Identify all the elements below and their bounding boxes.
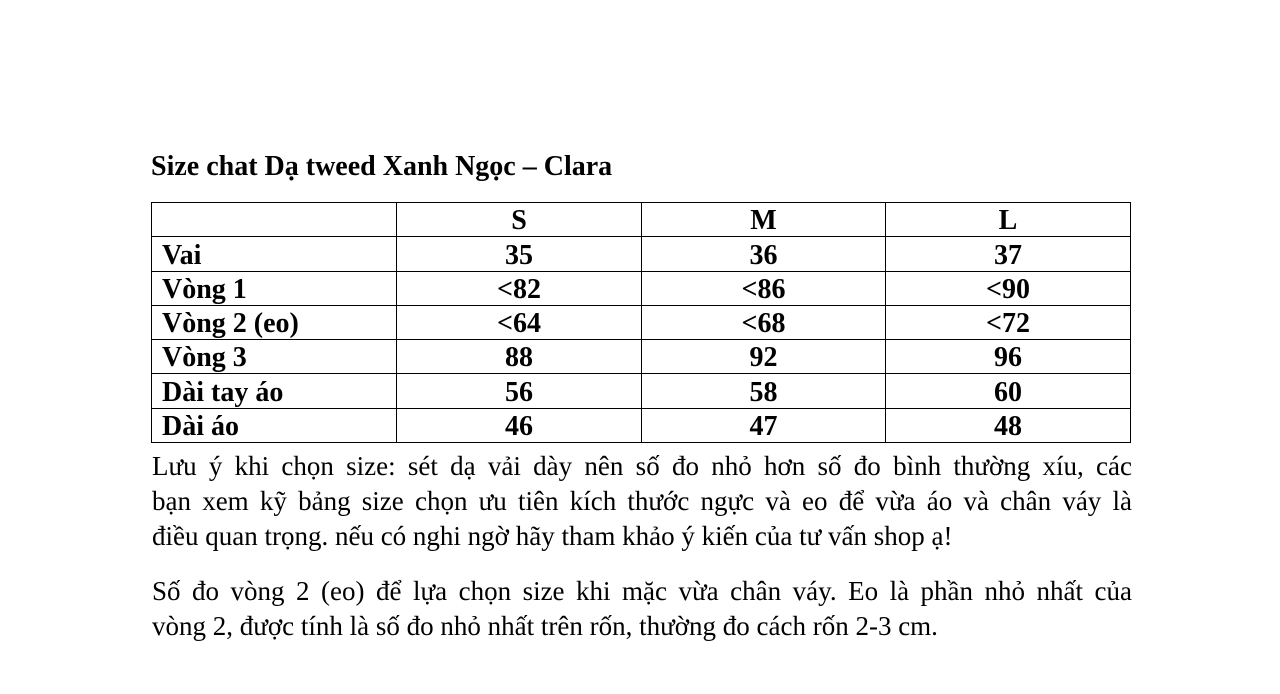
row-label: Vai — [152, 237, 397, 271]
note-line: điều quan trọng. nếu có nghi ngờ hãy tham khảo ý kiến của tư vấn shop ạ! — [152, 521, 953, 551]
row-label: Vòng 2 (eo) — [152, 305, 397, 339]
table-cell: <64 — [397, 305, 642, 339]
table-cell: 37 — [886, 237, 1131, 271]
header-cell-empty — [152, 203, 397, 237]
document-title: Size chat Dạ tweed Xanh Ngọc – Clara — [151, 151, 613, 182]
table-cell: 92 — [642, 340, 886, 374]
table-cell: 60 — [886, 374, 1131, 408]
table-row — [152, 305, 1131, 339]
table-cell: 96 — [886, 340, 1131, 374]
note-line: vòng 2, được tính là số đo nhỏ nhất trên rốn, thường đo cách rốn 2-3 cm. — [152, 611, 938, 641]
row-label: Vòng 1 — [152, 271, 397, 305]
table-row — [152, 237, 1131, 271]
waist-measurement-note — [152, 574, 1132, 644]
table-cell: <68 — [642, 305, 886, 339]
row-label: Vòng 3 — [152, 340, 397, 374]
note-line: Lưu ý khi chọn size: sét dạ vải dày nên số đo nhỏ hơn số đo bình thường xíu, các — [152, 451, 1132, 481]
table-cell: 56 — [397, 374, 642, 408]
table-cell: 46 — [397, 408, 642, 442]
table-row — [152, 271, 1131, 305]
table-row — [152, 340, 1131, 374]
size-chart-table — [151, 202, 1131, 443]
header-cell-l: L — [886, 203, 1131, 237]
table-row — [152, 408, 1131, 442]
table-cell: <90 — [886, 271, 1131, 305]
table-cell: <86 — [642, 271, 886, 305]
table-cell: <72 — [886, 305, 1131, 339]
row-label: Dài tay áo — [152, 374, 397, 408]
size-selection-note — [152, 449, 1132, 554]
table-row — [152, 374, 1131, 408]
table-cell: 88 — [397, 340, 642, 374]
table-header-row — [152, 203, 1131, 237]
header-cell-s: S — [397, 203, 642, 237]
table-cell: 48 — [886, 408, 1131, 442]
note-line: bạn xem kỹ bảng size chọn ưu tiên kích thước ngực và eo để vừa áo và chân váy là — [152, 486, 1132, 516]
table-cell: 47 — [642, 408, 886, 442]
table-cell: <82 — [397, 271, 642, 305]
table-cell: 35 — [397, 237, 642, 271]
note-line: Số đo vòng 2 (eo) để lựa chọn size khi mặc vừa chân váy. Eo là phần nhỏ nhất của — [152, 576, 1132, 606]
table-cell: 36 — [642, 237, 886, 271]
header-cell-m: M — [642, 203, 886, 237]
table-cell: 58 — [642, 374, 886, 408]
row-label: Dài áo — [152, 408, 397, 442]
